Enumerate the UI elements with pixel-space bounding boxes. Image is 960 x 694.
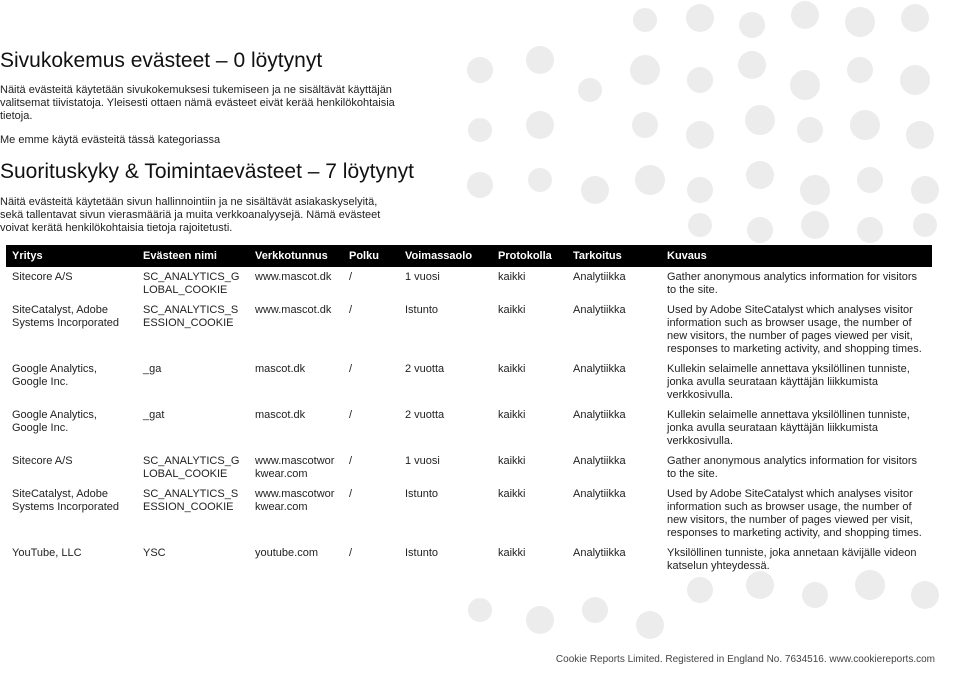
cell-domain: mascot.dk bbox=[255, 409, 306, 421]
cell-purpose: Analytiikka bbox=[573, 304, 626, 316]
cell-cookie-name: SC_ANALYTICS_GLOBAL_COOKIE bbox=[143, 271, 240, 296]
column-header-path: Polku bbox=[343, 245, 399, 267]
cell-path: / bbox=[349, 271, 353, 283]
cell-protocol: kaikki bbox=[498, 547, 526, 559]
cell-protocol: kaikki bbox=[498, 304, 526, 316]
cell-expiry: 1 vuosi bbox=[405, 271, 440, 283]
cell-cookie-name: YSC bbox=[143, 547, 166, 559]
cell-domain: www.mascotworkwear.com bbox=[255, 455, 335, 480]
cell-domain: www.mascotworkwear.com bbox=[255, 488, 335, 513]
footer-text: Cookie Reports Limited. Registered in England No. 7634516. www.cookiereports.com bbox=[555, 654, 935, 665]
cell-expiry: 2 vuotta bbox=[405, 409, 445, 421]
table-row bbox=[6, 301, 932, 360]
cell-cookie-name: SC_ANALYTICS_SESSION_COOKIE bbox=[143, 488, 239, 513]
cell-expiry: 1 vuosi bbox=[405, 455, 440, 467]
section-experience-title: Sivukokemus evästeet – 0 löytynyt bbox=[0, 49, 323, 72]
cell-protocol: kaikki bbox=[498, 455, 526, 467]
cell-company: SiteCatalyst, Adobe Systems Incorporated bbox=[12, 304, 119, 329]
cell-description: Kullekin selaimelle annettava yksilöllinen tunniste, jonka avulla seurataan käyttäjän liikkumista verkkosivulla. bbox=[667, 409, 910, 447]
cell-path: / bbox=[349, 363, 353, 375]
cell-description: Used by Adobe SiteCatalyst which analyses visitor information such as browser usage, the number of new visitors, the number of pages viewed per visit, responses to marketing activity, and shopping times. bbox=[667, 488, 922, 539]
column-header-company: Yritys bbox=[6, 245, 137, 267]
cell-domain: mascot.dk bbox=[255, 363, 306, 375]
cell-description: Gather anonymous analytics information for visitors to the site. bbox=[667, 271, 918, 296]
cell-path: / bbox=[349, 488, 353, 500]
cell-company: Google Analytics, Google Inc. bbox=[12, 409, 97, 434]
cell-company: SiteCatalyst, Adobe Systems Incorporated bbox=[12, 488, 119, 513]
cell-description: Used by Adobe SiteCatalyst which analyses visitor information such as browser usage, the number of new visitors, the number of pages viewed per visit, responses to marketing activity, and shopping times. bbox=[667, 304, 922, 355]
column-header-description: Kuvaus bbox=[661, 245, 932, 267]
cell-description: Yksilöllinen tunniste, joka annetaan kävijälle videon katselun yhteydessä. bbox=[667, 547, 917, 572]
cell-company: Sitecore A/S bbox=[12, 455, 73, 467]
cell-description: Gather anonymous analytics information for visitors to the site. bbox=[667, 455, 918, 480]
table-row bbox=[6, 360, 932, 406]
cell-cookie-name: _gat bbox=[143, 409, 165, 421]
cookie-table bbox=[6, 245, 932, 577]
cell-domain: www.mascot.dk bbox=[255, 304, 332, 316]
table-header-row bbox=[6, 245, 932, 267]
column-header-cookie-name: Evästeen nimi bbox=[137, 245, 249, 267]
cell-company: Google Analytics, Google Inc. bbox=[12, 363, 97, 388]
section-experience-note: Me emme käytä evästeitä tässä kategoriassa bbox=[0, 134, 221, 146]
cell-expiry: 2 vuotta bbox=[405, 363, 445, 375]
cell-protocol: kaikki bbox=[498, 271, 526, 283]
cell-purpose: Analytiikka bbox=[573, 409, 626, 421]
column-header-purpose: Tarkoitus bbox=[567, 245, 661, 267]
cell-purpose: Analytiikka bbox=[573, 488, 626, 500]
cell-company: Sitecore A/S bbox=[12, 271, 73, 283]
cell-domain: youtube.com bbox=[255, 547, 318, 559]
section-performance-title: Suorituskyky & Toimintaevästeet – 7 löytynyt bbox=[0, 160, 414, 183]
section-performance-description: Näitä evästeitä käytetään sivun hallinnointiin ja ne sisältävät asiakaskyselyitä, sekä tallentavat sivun vierasmääriä ja muita verkkoanalyysejä. Nämä evästeet voivat kerätä henkilökohtaisia tietoja rajoitetusti. bbox=[0, 196, 381, 234]
cell-cookie-name: SC_ANALYTICS_GLOBAL_COOKIE bbox=[143, 455, 240, 480]
cell-path: / bbox=[349, 455, 353, 467]
cell-company: YouTube, LLC bbox=[12, 547, 82, 559]
table-row bbox=[6, 406, 932, 452]
cell-path: / bbox=[349, 409, 353, 421]
table-row bbox=[6, 544, 932, 577]
cell-path: / bbox=[349, 304, 353, 316]
cell-purpose: Analytiikka bbox=[573, 547, 626, 559]
cell-cookie-name: _ga bbox=[143, 363, 162, 375]
cell-purpose: Analytiikka bbox=[573, 271, 626, 283]
cell-expiry: Istunto bbox=[405, 304, 439, 316]
table-row bbox=[6, 267, 932, 301]
cell-expiry: Istunto bbox=[405, 547, 439, 559]
cell-protocol: kaikki bbox=[498, 488, 526, 500]
table-row bbox=[6, 452, 932, 485]
cell-protocol: kaikki bbox=[498, 409, 526, 421]
column-header-expiry: Voimassaolo bbox=[399, 245, 492, 267]
cell-purpose: Analytiikka bbox=[573, 363, 626, 375]
cell-domain: www.mascot.dk bbox=[255, 271, 332, 283]
section-experience-description: Näitä evästeitä käytetään sivukokemuksesi tukemiseen ja ne sisältävät käyttäjän valitsemat tiivistatoja. Yleisesti ottaen nämä evästeet eivät kerää henkilökohtaisia tietoja. bbox=[0, 84, 395, 122]
cell-expiry: Istunto bbox=[405, 488, 439, 500]
cell-protocol: kaikki bbox=[498, 363, 526, 375]
column-header-domain: Verkkotunnus bbox=[249, 245, 343, 267]
table-row bbox=[6, 485, 932, 544]
cell-purpose: Analytiikka bbox=[573, 455, 626, 467]
cell-cookie-name: SC_ANALYTICS_SESSION_COOKIE bbox=[143, 304, 239, 329]
column-header-protocol: Protokolla bbox=[492, 245, 567, 267]
cell-path: / bbox=[349, 547, 353, 559]
cell-description: Kullekin selaimelle annettava yksilöllinen tunniste, jonka avulla seurataan käyttäjän liikkumista verkkosivulla. bbox=[667, 363, 910, 401]
